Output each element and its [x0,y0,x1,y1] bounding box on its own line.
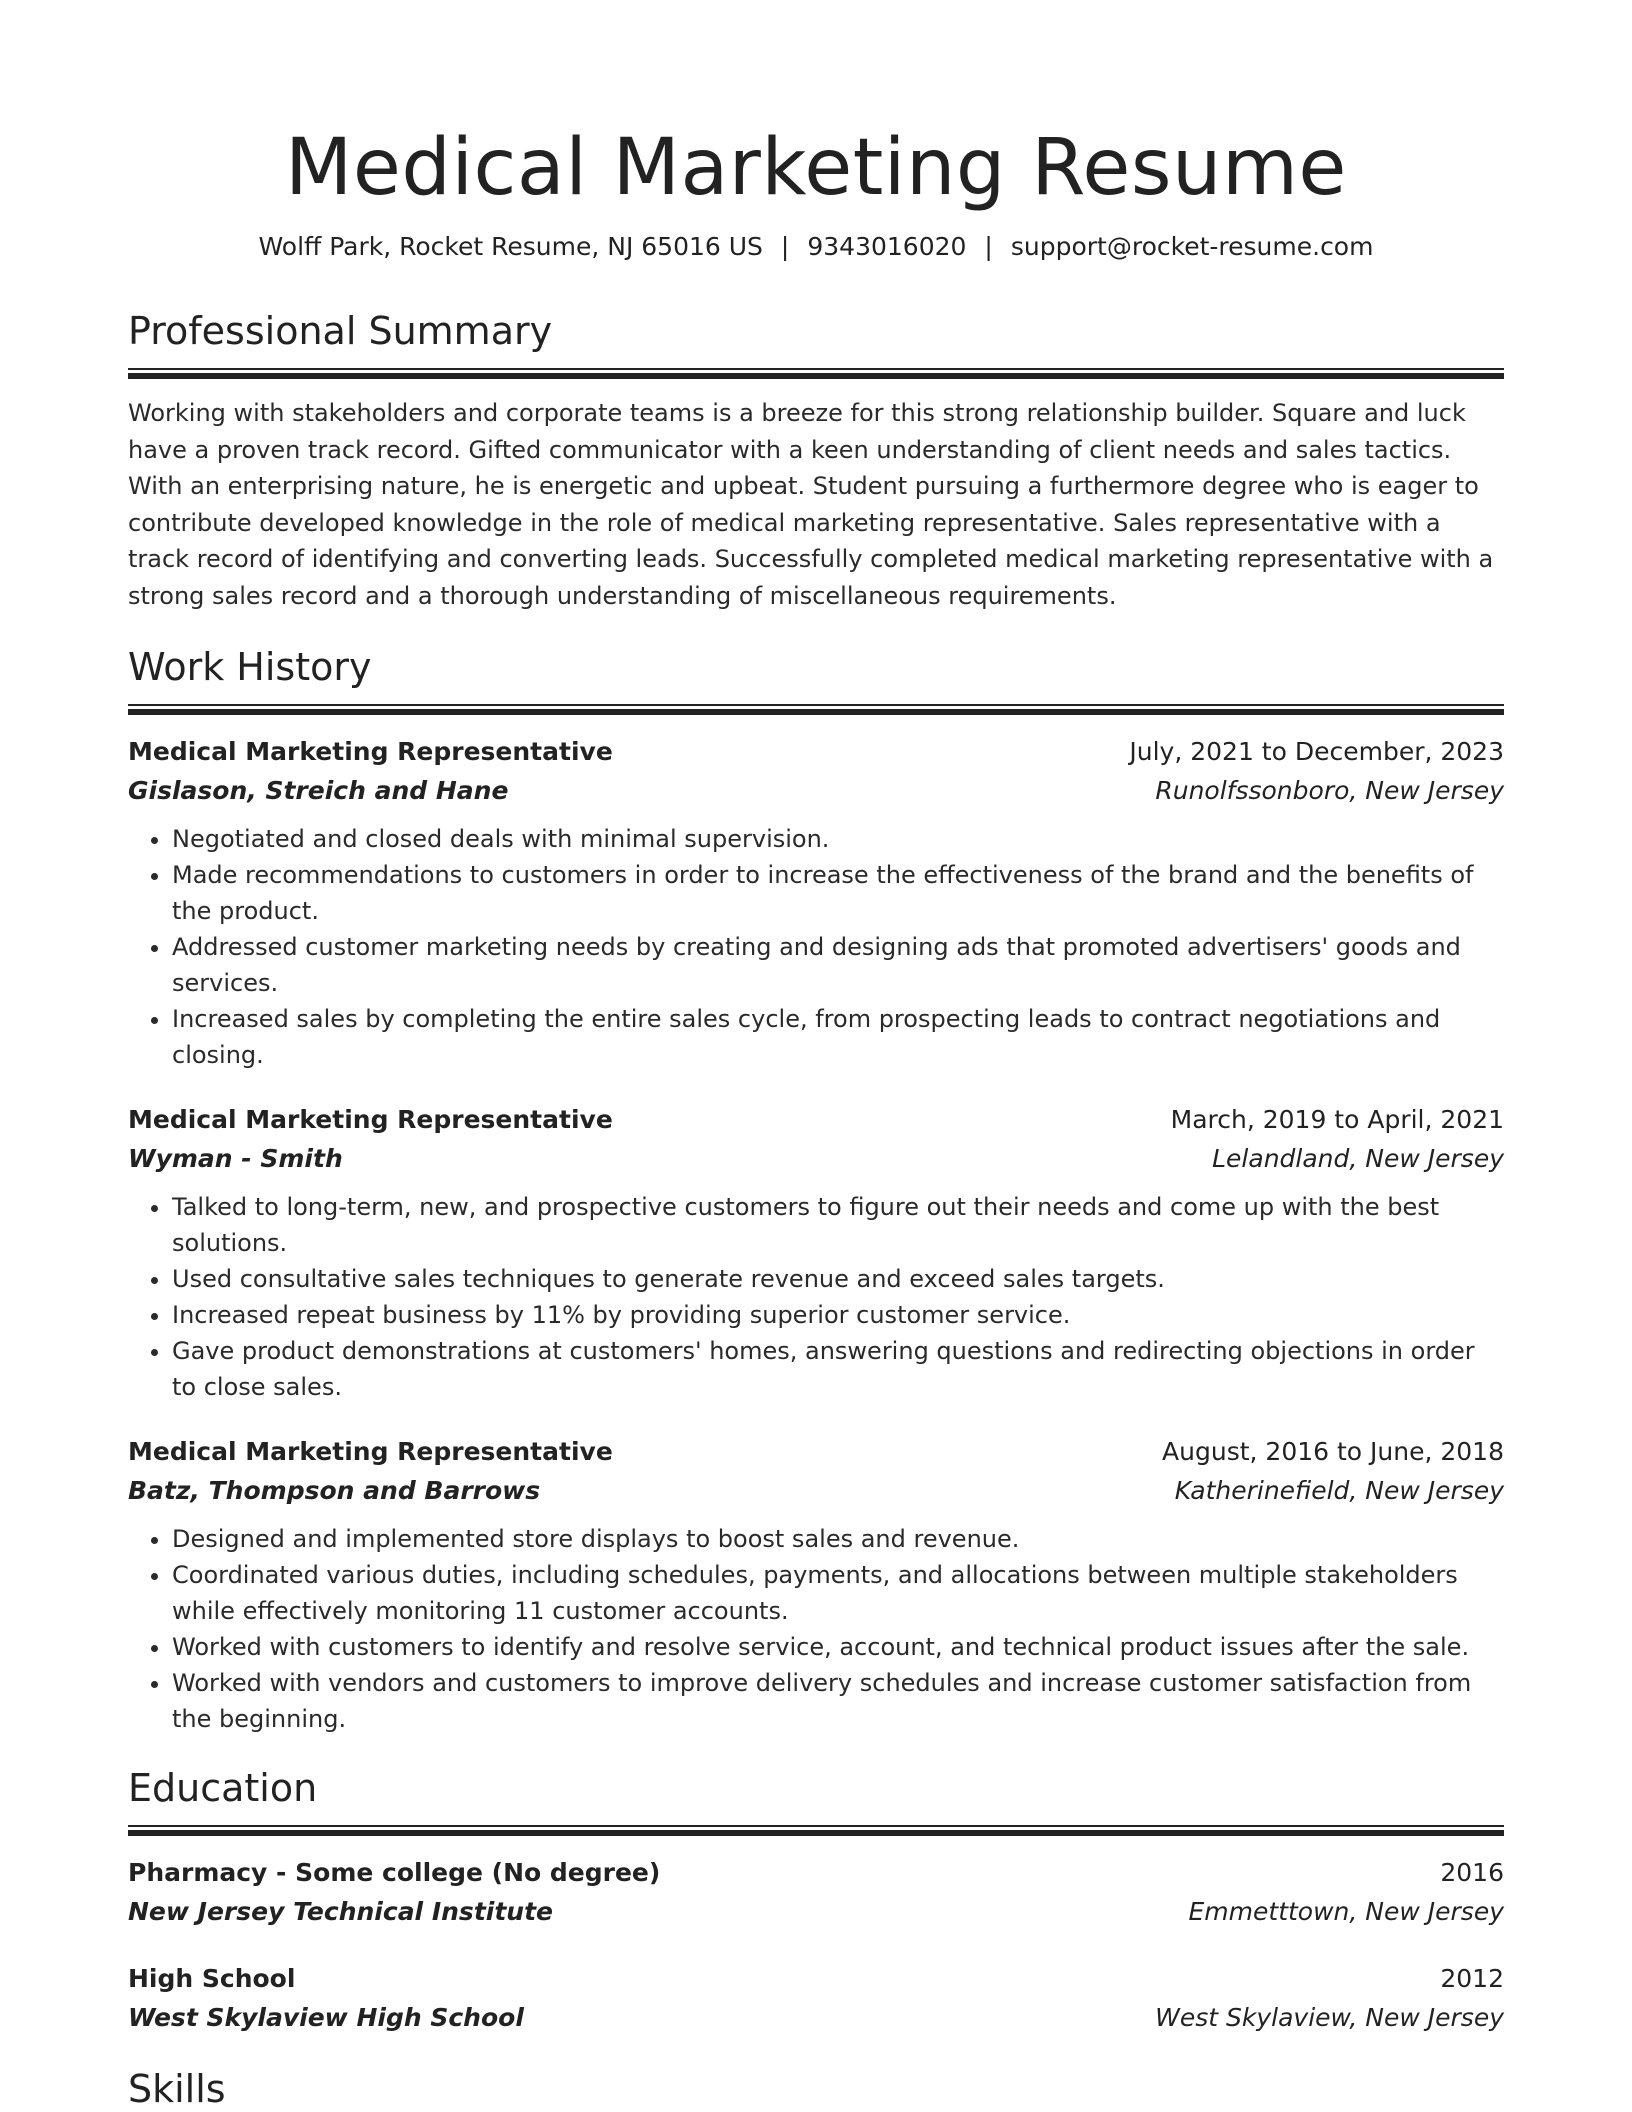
contact-separator: | [984,232,993,261]
job-bullet: • Negotiated and closed deals with minimal supervision. [172,821,1504,857]
contact-separator: | [780,232,790,261]
summary-text: Working with stakeholders and corporate teams is a breeze for this strong relationship builder. Square and luck have a proven track record. Gifted communicator with a keen understanding of client needs and sales tactics. With an enterprising nature, he is energetic and upbeat. Student pursuing a furthermore degree who is eager to contribute developed knowledge in the role of medical marketing representative. Sales representative with a track record of identifying and converting leads. Successfully completed medical marketing representative with a strong sales record and a thorough understanding of miscellaneous requirements. [128,399,1494,610]
job-bullets [128,1521,1504,1737]
contact-line [128,230,1504,264]
job-entry [128,1101,1504,1405]
job-bullet: • Worked with vendors and customers to improve delivery schedules and increase customer satisfaction from the beginning. [172,1665,1504,1737]
section-divider [128,704,1504,715]
job-company: Batz, Thompson and Barrows [128,1476,541,1505]
job-location: Katherinefield, New Jersey [1174,1476,1504,1505]
education-school: New Jersey Technical Institute [128,1897,553,1926]
job-bullet: • Made recommendations to customers in order to increase the effectiveness of the brand and the benefits of the product. [172,857,1504,929]
job-company: Gislason, Streich and Hane [128,776,509,805]
job-title: Medical Marketing Representative [128,1105,613,1134]
job-entry [128,733,1504,1073]
education-school: West Skylaview High School [128,2003,524,2032]
job-bullet: • Used consultative sales techniques to generate revenue and exceed sales targets. [172,1261,1504,1297]
job-location: Runolfssonboro, New Jersey [1155,776,1504,805]
education-degree: Pharmacy - Some college (No degree) [128,1858,661,1887]
skills-section [128,2066,1504,2112]
job-bullets [128,1189,1504,1405]
job-bullet: • Worked with customers to identify and resolve service, account, and technical product issues after the sale. [172,1629,1504,1665]
job-bullets [128,821,1504,1073]
section-heading-work-history: Work History [128,645,372,689]
section-heading-summary: Professional Summary [128,309,553,353]
contact-email: support@rocket-resume.com [1010,232,1374,261]
education-degree: High School [128,1964,296,1993]
section-heading-education: Education [128,1766,318,1810]
section-divider [128,1825,1504,1836]
job-title: Medical Marketing Representative [128,737,613,766]
job-bullet: • Increased sales by completing the entire sales cycle, from prospecting leads to contract negotiations and closing. [172,1001,1504,1073]
section-heading-skills: Skills [128,2067,226,2111]
job-dates: August, 2016 to June, 2018 [1162,1437,1504,1466]
job-title: Medical Marketing Representative [128,1437,613,1466]
education-section [128,1765,1504,2038]
resume-title: Medical Marketing Resume [285,123,1347,213]
summary-section [128,308,1504,614]
work-history-section [128,644,1504,1737]
job-bullet: • Coordinated various duties, including schedules, payments, and allocations between multiple stakeholders while effectively monitoring 11 customer accounts. [172,1557,1504,1629]
job-bullet: • Addressed customer marketing needs by creating and designing ads that promoted advertisers' goods and services. [172,929,1504,1001]
job-bullet: • Designed and implemented store displays to boost sales and revenue. [172,1521,1504,1557]
job-bullet: • Gave product demonstrations at customers' homes, answering questions and redirecting objections in order to close sales. [172,1333,1504,1405]
job-entry [128,1433,1504,1737]
education-year: 2012 [1440,1964,1504,1993]
job-bullet: • Increased repeat business by 11% by providing superior customer service. [172,1297,1504,1333]
education-year: 2016 [1440,1858,1504,1887]
section-divider [128,368,1504,379]
job-company: Wyman - Smith [128,1144,343,1173]
job-location: Lelandland, New Jersey [1212,1144,1504,1173]
education-entry [128,1960,1504,2038]
job-dates: July, 2021 to December, 2023 [1129,737,1504,766]
job-dates: March, 2019 to April, 2021 [1170,1105,1504,1134]
education-location: West Skylaview, New Jersey [1155,2003,1504,2032]
contact-phone: 9343016020 [807,232,967,261]
education-entry [128,1854,1504,1932]
contact-address: Wolff Park, Rocket Resume, NJ 65016 US [258,232,763,261]
education-location: Emmetttown, New Jersey [1188,1897,1504,1926]
resume-page [128,0,1504,2112]
job-bullet: • Talked to long-term, new, and prospective customers to figure out their needs and come up with the best solutions. [172,1189,1504,1261]
